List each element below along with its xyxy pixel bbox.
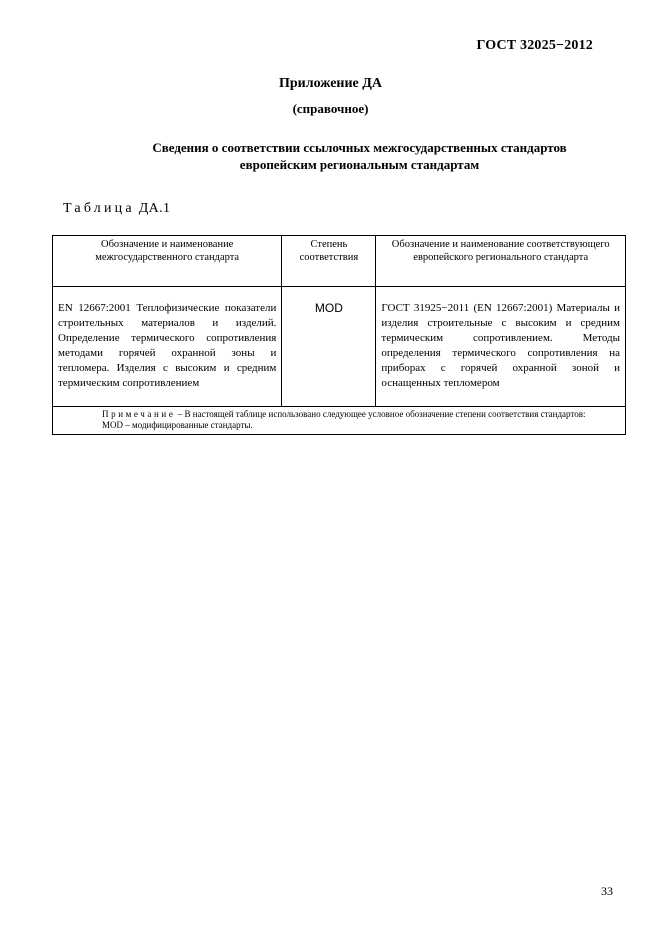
annex-type: (справочное) (292, 101, 369, 116)
note-text: – В настоящей таблице использовано следующее условное обозначение степени соответствия стандартов: (175, 409, 586, 419)
table-header-row (53, 236, 626, 287)
note-mod-definition: MOD – модифицированные стандарты. (102, 420, 253, 430)
table-label (63, 201, 170, 217)
table-row (53, 287, 626, 407)
note-label: Примечание (102, 409, 176, 419)
note-paragraph (58, 409, 620, 420)
cell-european-standard: ГОСТ 31925−2011 (EN 12667:2001) Материалы и изделия строительные с высоким и средним термическим сопротивлением. Методы определения термического сопротивления на приборах с горячей охранной зоной и оснащенных тепломером (376, 287, 626, 407)
annex-title: Приложение ДА (278, 76, 383, 91)
annex-heading (0, 139, 661, 173)
table-note-row (53, 407, 626, 435)
document-code: ГОСТ 32025−2012 (476, 38, 593, 53)
correspondence-table (52, 235, 626, 435)
page-number: 33 (601, 884, 613, 898)
column-header-european: Обозначение и наименование соответствующего европейского регионального стандарта (376, 236, 626, 287)
table-note (53, 407, 626, 435)
table-label-number: ДА.1 (138, 201, 171, 216)
column-header-degree: Степень соответствия (282, 236, 376, 287)
cell-degree: MOD (282, 287, 376, 407)
annex-heading-line1: Сведения о соответствии ссылочных межгосударственных стандартов (152, 140, 567, 155)
annex-heading-line2: европейским региональным стандартам (239, 157, 480, 172)
table-label-word: Таблица (63, 201, 135, 216)
cell-interstate-standard: EN 12667:2001 Теплофизические показатели строительных материалов и изделий. Определение термического сопротивления методами горячей охранной зоны и тепломера. Изделия с высоким и средним термическим сопротивлением (53, 287, 282, 407)
column-header-interstate: Обозначение и наименование межгосударственного стандарта (53, 236, 282, 287)
